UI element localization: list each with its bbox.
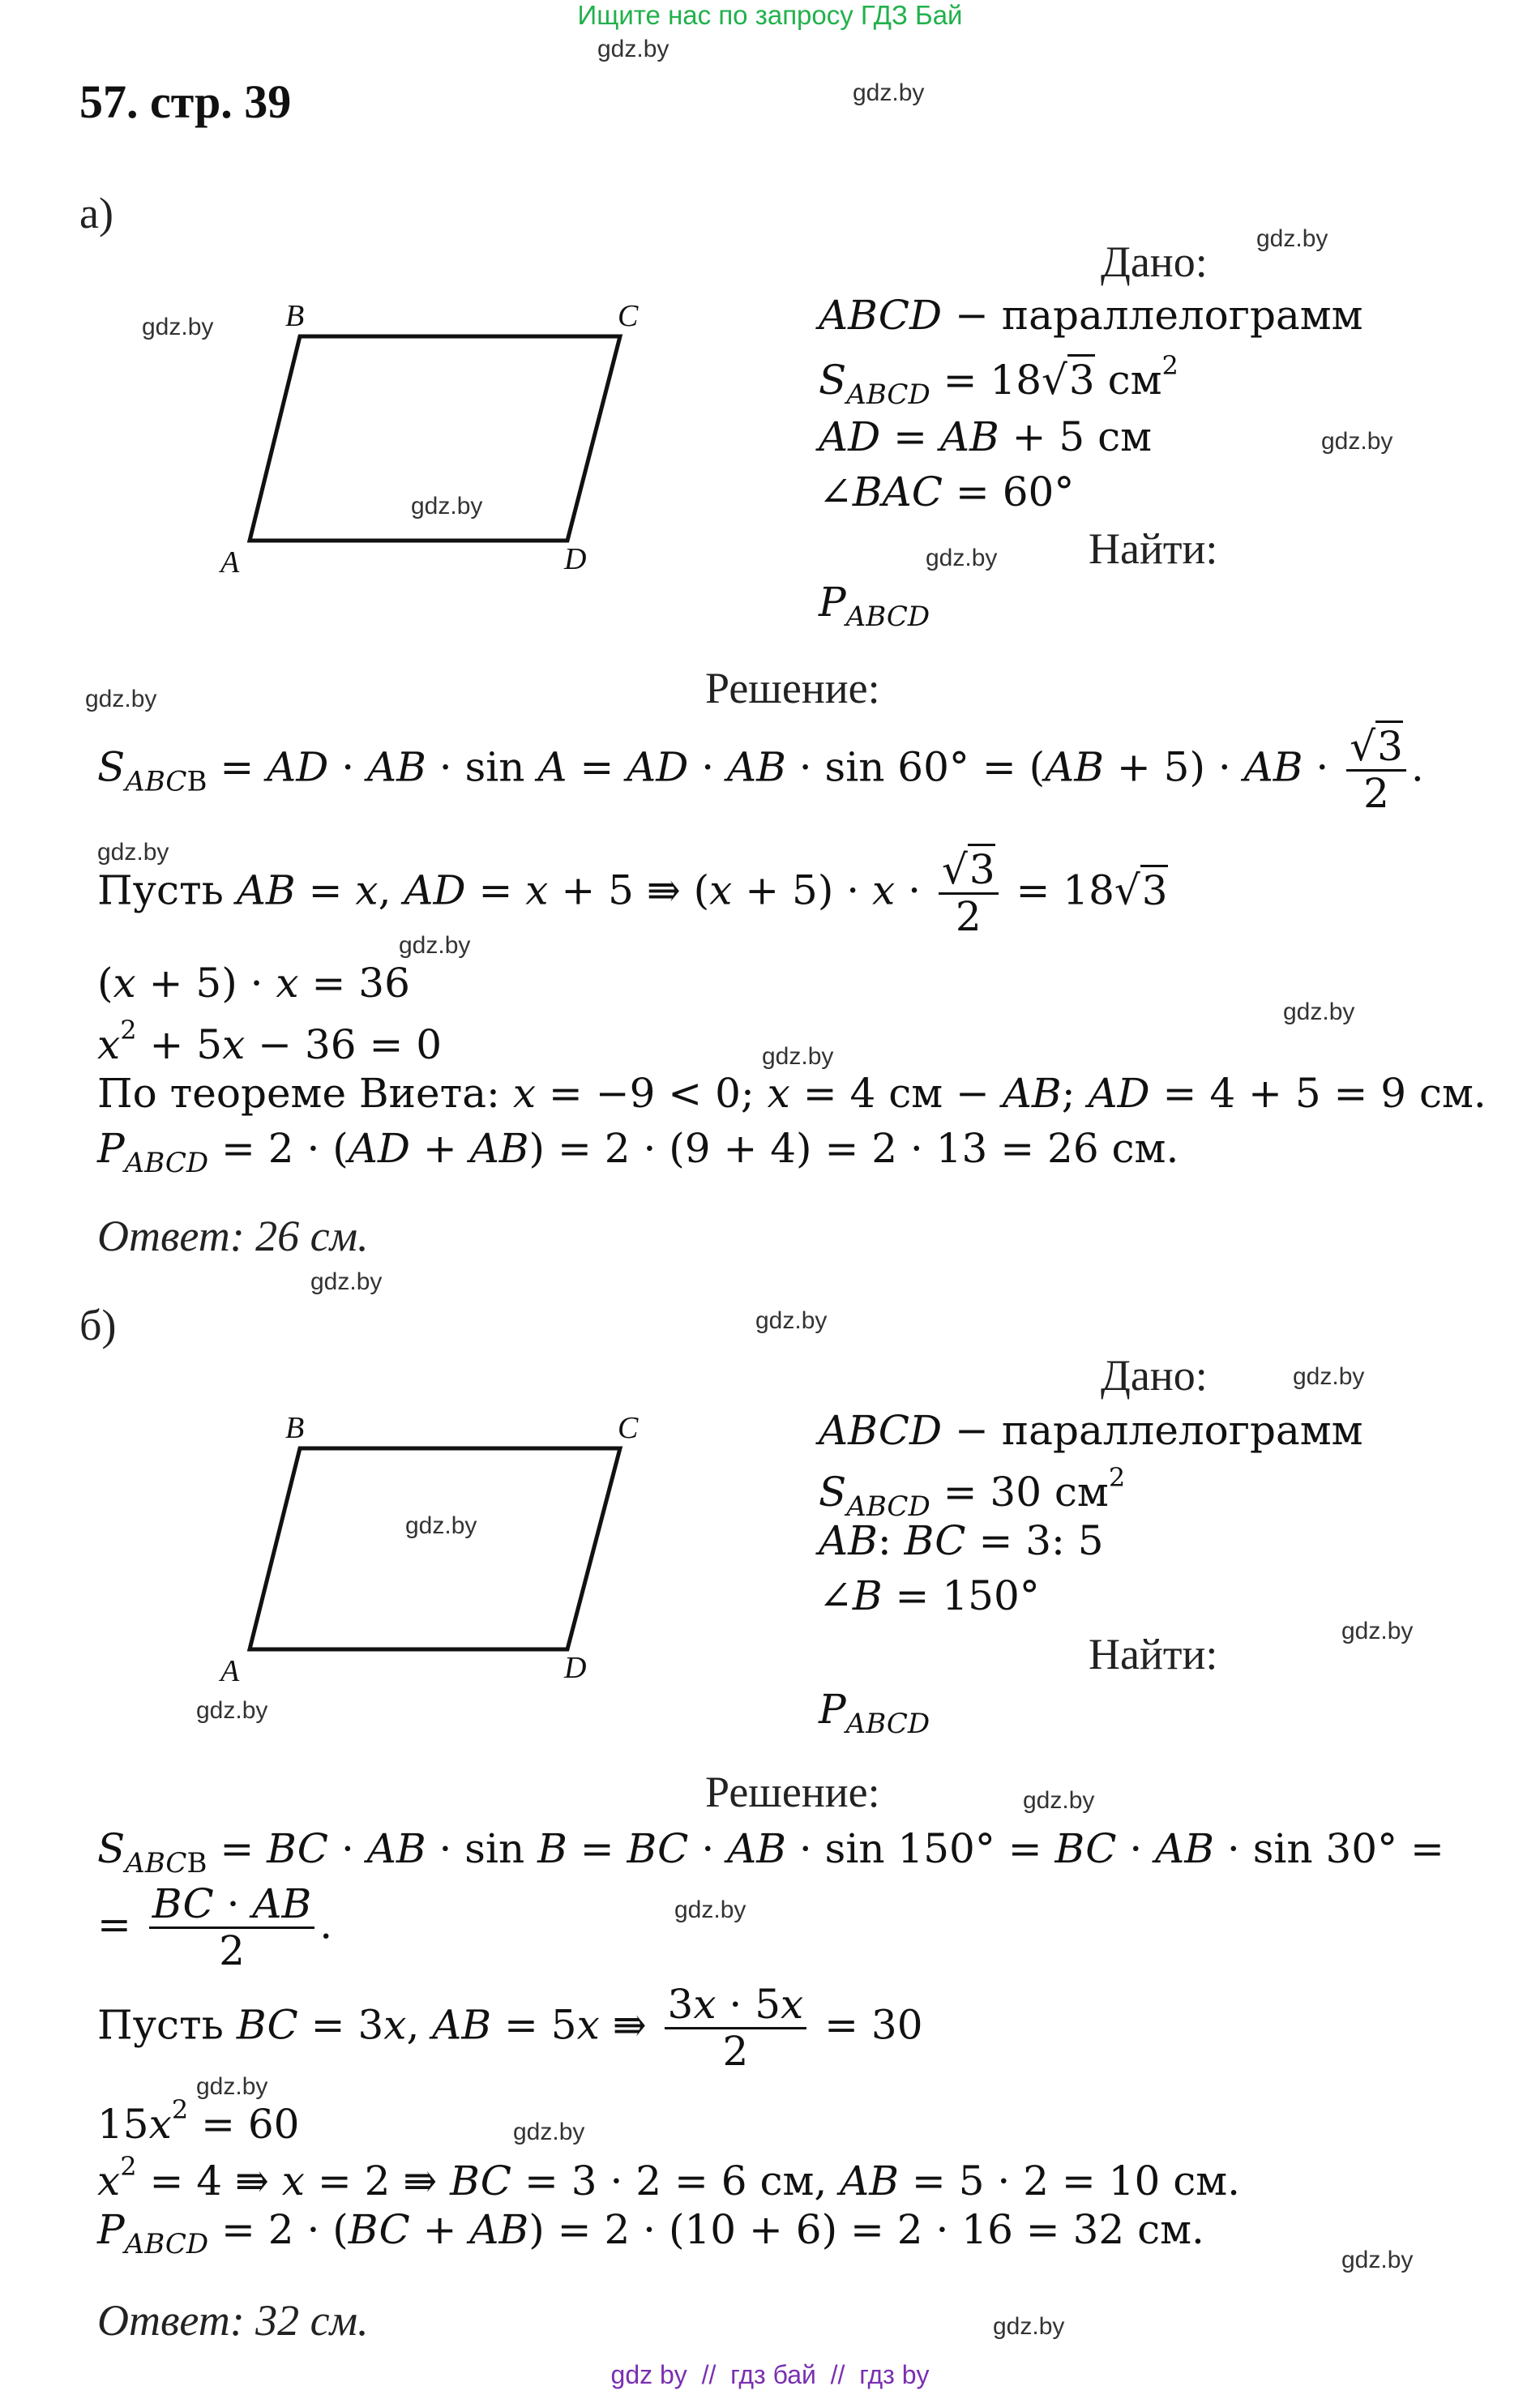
watermark: gdz.by [85, 686, 157, 712]
watermark: gdz.by [1023, 1787, 1095, 1814]
watermark: gdz.by [926, 545, 998, 571]
watermark: gdz.by [993, 2313, 1065, 2340]
given-line-3-b: AB: BC = 3: 5 [819, 1517, 1104, 1564]
solution-line-6-b: $P_{ABCD} = 2 \cdot (BC + AB) = 2 \cdot (10 + 6) = 2 \cdot 16 = 32$ см. [97, 2206, 1204, 2260]
solution-line-3-a: (x + 5) · x = 36 [97, 960, 410, 1007]
given-line-2-a: $S_{ABCD} = 18√3$ $см^2$ [819, 350, 1179, 411]
watermark: gdz.by [399, 932, 471, 959]
parallelogram-word: параллелограмм [1001, 292, 1363, 339]
unit-cm: см [1097, 413, 1153, 460]
solution-line-6-a: $P_{ABCD} = 2 \cdot (AD + AB) = 2 \cdot (9 + 4) = 2 \cdot 13 = 26$ см. [97, 1125, 1179, 1179]
watermark: gdz.by [755, 1307, 828, 1334]
given-line-1-b: ABCD − параллелограмм [819, 1407, 1363, 1454]
given-line-3-a: AD = AB + 5 см [819, 413, 1153, 460]
part-a-label: а) [79, 189, 113, 237]
watermark: gdz.by [762, 1043, 834, 1070]
given-title-a: Дано: [1101, 237, 1208, 286]
parallelogram-shape [250, 1448, 620, 1649]
parallelogram-figure-a [211, 292, 665, 584]
vertex-D-label: D [564, 542, 587, 576]
watermark: gdz.by [411, 493, 483, 520]
watermark: gdz.by [142, 314, 214, 340]
watermark: gdz.by [853, 79, 925, 106]
given-line-2-b: $S_{ABCD} = 30$ $см^2$ [819, 1462, 1126, 1523]
vertex-A-label: A [220, 545, 240, 579]
solution-line-5-a: По теореме Виета: x = −9 < 0; x = 4 см − AB; AD = 4 + 5 = 9 см. [97, 1070, 1487, 1117]
watermark: gdz.by [1283, 999, 1355, 1025]
watermark: gdz.by [1293, 1363, 1365, 1390]
footer-links[interactable]: gdz by // гдз бай // гдз by [610, 2360, 930, 2389]
watermark: gdz.by [1321, 428, 1393, 455]
watermark: gdz.by [97, 839, 169, 866]
watermark: gdz.by [1341, 1618, 1414, 1644]
solution-line-1-a: $S_{ABCВ}$ = AD · AB · sin A = AD · AB · sin 60° = (AB + 5) · AB · $\frac{√3}{2}$ . [97, 725, 1424, 816]
vieta-phrase: По теореме Виета: [97, 1070, 500, 1117]
unit-cm: см [1107, 357, 1162, 404]
vertex-A-label: A [220, 1654, 240, 1688]
solution-line-4-a: $x^2 + 5x - 36 = 0$ [97, 1015, 443, 1068]
vertex-B-label: B [285, 1411, 305, 1445]
promo-banner[interactable]: Ищите нас по запросу ГДЗ Бай [577, 0, 963, 30]
watermark: gdz.by [674, 1897, 746, 1923]
find-line-a: $P_{ABCD}$ [819, 579, 930, 633]
solution-title-b: Решение: [705, 1768, 880, 1816]
vertex-D-label: D [564, 1651, 587, 1685]
watermark: gdz.by [1341, 2247, 1414, 2273]
given-line-4-a: ∠BAC = 60° [819, 468, 1075, 515]
watermark: gdz.by [310, 1268, 383, 1295]
watermark: gdz.by [196, 2073, 268, 2100]
watermark: gdz.by [1256, 225, 1328, 252]
solution-line-2-b: = $\frac{BC \cdot AB}{2}$ . [97, 1880, 333, 1974]
watermark: gdz.by [196, 1697, 268, 1724]
solution-line-5-b: $x^2 = 4$ ⇛ x = 2 ⇛ BC = 3 · 2 = 6 см, AB = 5 · 2 = 10 см. [97, 2151, 1241, 2204]
watermark: gdz.by [597, 36, 669, 62]
given-line-1-a: ABCD − параллелограмм [819, 292, 1363, 339]
solution-line-3-b: Пусть BC = 3x, AB = 5x ⇛ $\frac{3x \cdot 5x}{2}$ = 30 [97, 1981, 923, 2075]
vertex-C-label: C [618, 299, 639, 333]
solution-title-a: Решение: [705, 664, 880, 712]
answer-b: Ответ: 32 см. [97, 2296, 369, 2345]
find-title-b: Найти: [1089, 1630, 1218, 1678]
find-title-a: Найти: [1089, 524, 1218, 573]
solution-line-1-b: $S_{ABCВ}$ = BC · AB · sin B = BC · AB · sin 150° = BC · AB · sin 30° = [97, 1825, 1444, 1879]
solution-line-2-a: Пусть AB = x, AD = x + 5 ⇛ (x + 5) · x · $\frac{√3}{2}$ = 18√3 [97, 848, 1168, 939]
watermark: gdz.by [405, 1512, 477, 1539]
parallelogram-figure-b [211, 1404, 665, 1696]
page-title: 57. стр. 39 [79, 75, 292, 128]
find-line-b: $P_{ABCD}$ [819, 1686, 930, 1740]
watermark: gdz.by [513, 2119, 585, 2145]
solution-line-4-b: $15x^2 = 60$ [97, 2094, 300, 2148]
vertex-C-label: C [618, 1411, 639, 1445]
let-word: Пусть [97, 866, 224, 914]
answer-a: Ответ: 26 см. [97, 1212, 369, 1260]
vertex-B-label: B [285, 299, 305, 333]
part-b-label: б) [79, 1301, 117, 1349]
given-title-b: Дано: [1101, 1351, 1208, 1400]
given-line-4-b: ∠B = 150° [819, 1572, 1040, 1619]
